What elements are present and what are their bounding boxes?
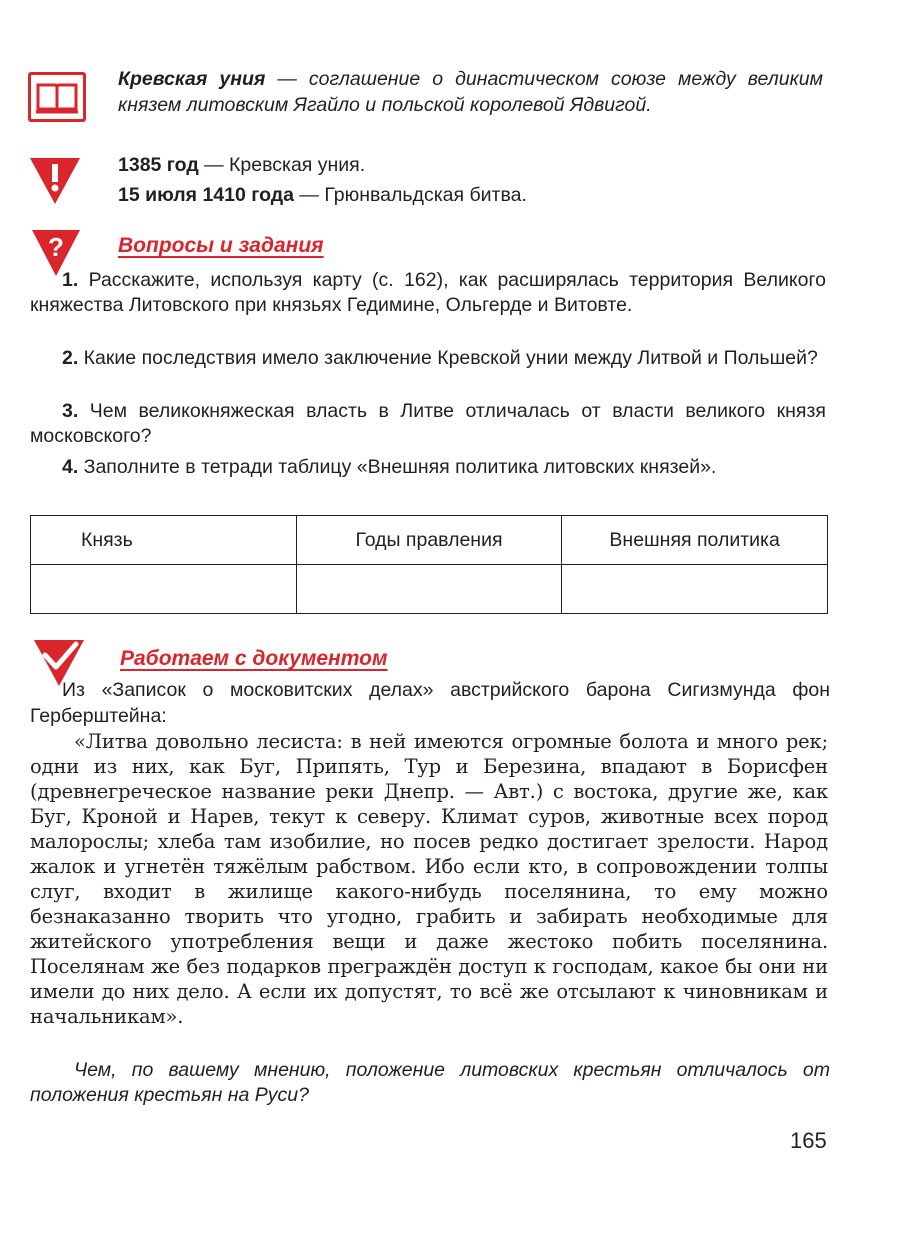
page-number: 165 <box>790 1128 827 1153</box>
question-text: Расскажите, используя карту (с. 162), как расширялась территория Великого княжества Литовского при князьях Гедимине, Ольгерде и Витовте. <box>30 269 826 316</box>
key-dates <box>118 150 818 210</box>
table-cell <box>296 565 562 614</box>
table-header-cell: Годы правления <box>296 516 562 565</box>
table-header-cell: Внешняя политика <box>562 516 828 565</box>
definition-term: Кревская уния <box>118 68 266 90</box>
foreign-policy-table <box>30 515 828 614</box>
date-row <box>118 180 818 210</box>
date-label: 15 июля 1410 года <box>118 184 294 206</box>
document-heading: Работаем с документом <box>120 647 388 670</box>
question-text: Какие последствия имело заключение Кревской унии между Литвой и Польшей? <box>78 347 818 369</box>
question-number: 1. <box>62 269 79 291</box>
definition-body: — соглашение о династическом союзе между великим князем литовским Ягайло и польской королевой Ядвигой. <box>118 68 823 116</box>
question-text: Чем великокняжеская власть в Литве отличалась от власти великого князя московского? <box>30 400 826 447</box>
table-row <box>31 565 828 614</box>
table-cell <box>31 565 297 614</box>
definition-text <box>118 66 823 118</box>
question-text: Заполните в тетради таблицу «Внешняя политика литовских князей». <box>78 456 717 478</box>
date-label: 1385 год <box>118 154 199 176</box>
question-item <box>30 346 826 371</box>
date-event: — Грюнвальдская битва. <box>294 184 527 206</box>
document-intro: Из «Записок о московитских делах» австрийского барона Сигизмунда фон Герберштейна: <box>30 679 830 727</box>
question-item <box>30 455 826 480</box>
question-number: 2. <box>62 347 79 369</box>
question-item <box>30 399 826 449</box>
svg-text:?: ? <box>48 232 64 262</box>
date-event: — Кревская уния. <box>198 154 366 176</box>
question-item <box>30 268 826 318</box>
table-header-cell: Князь <box>31 516 297 565</box>
date-row <box>118 150 818 180</box>
question-number: 4. <box>62 456 79 478</box>
questions-heading: Вопросы и задания <box>118 234 324 257</box>
document-quote: «Литва довольно лесиста: в ней имеются огромные болота и много рек; одни из них, как Буг, Припять, Тур и Березина, впадают в Борисфен (древнегреческое название реки Днепр. — Авт.) с востока, другие же, как Буг, Кроной и Нарев, текут к северу. Климат суров, животные всех пород малорослы; хлеба там изобилие, но посев редко достигает зрелости. Народ жалок и угнетён тяжёлым рабством. Ибо если кто, в сопровождении толпы слуг, входит в жилище какого-нибудь поселянина, то ему можно безнаказанно творить что угодно, грабить и забирать необходимые для житейского употребления вещи и даже жестоко побить поселянина. Поселянам же без подарков преграждён доступ к господам, какое бы они ни имели до них дело. А если их допустят, то всё же отсылают к чиновникам и начальникам». <box>30 730 828 1028</box>
book-icon <box>28 72 86 122</box>
exclamation-icon <box>30 158 80 204</box>
table-header-row <box>31 516 828 565</box>
document-question: Чем, по вашему мнению, положение литовских крестьян отличалось от положения крестьян на Руси? <box>30 1059 830 1106</box>
question-number: 3. <box>62 400 79 422</box>
table-cell <box>562 565 828 614</box>
